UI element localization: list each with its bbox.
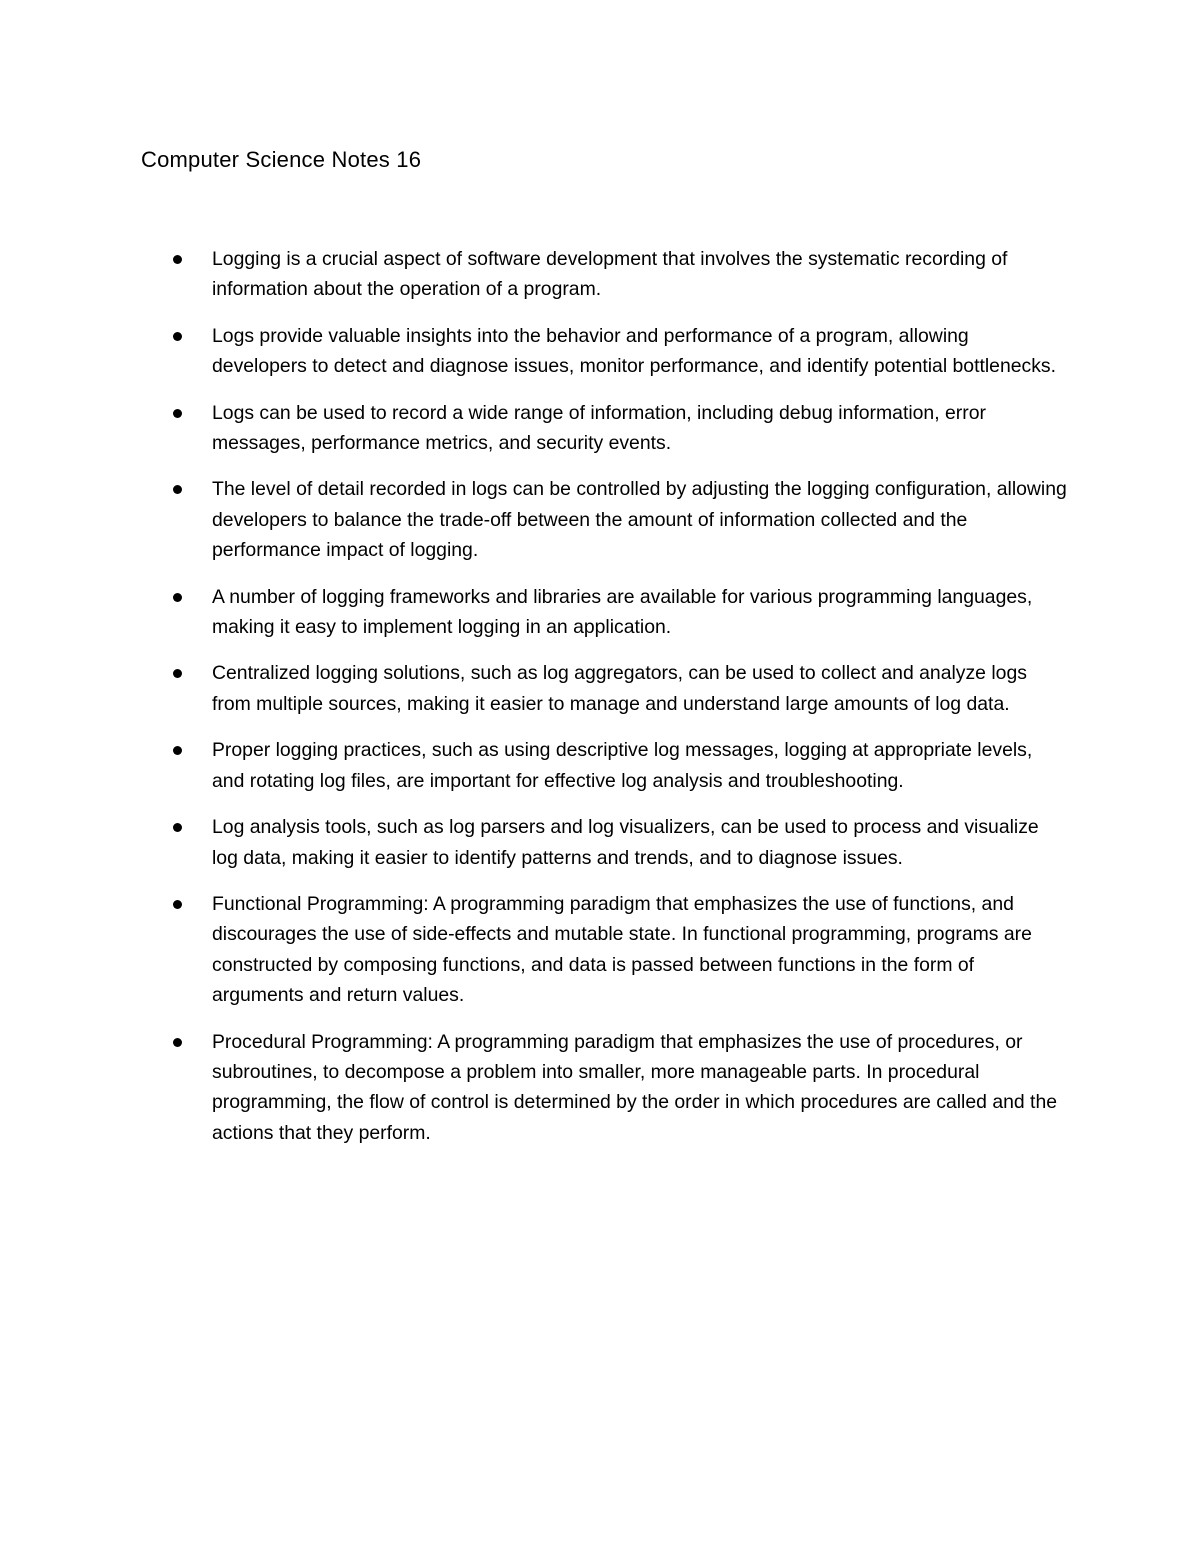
bullet-icon bbox=[173, 255, 182, 264]
note-text: Proper logging practices, such as using descriptive log messages, logging at appropriate levels, and rotating log files, are important for effective log analysis and troubleshooting. bbox=[212, 739, 1033, 792]
note-text: A number of logging frameworks and libraries are available for various programming languages, making it easy to implement logging in an application. bbox=[212, 585, 1033, 639]
bullet-icon bbox=[173, 823, 182, 832]
list-item bbox=[168, 321, 1068, 382]
bullet-icon bbox=[173, 409, 182, 418]
bullet-icon bbox=[173, 900, 182, 909]
list-item bbox=[168, 812, 1068, 873]
note-text: The level of detail recorded in logs can be controlled by adjusting the logging configuration, allowing developers to balance the trade-off between the amount of information collected and the performance impact of logging. bbox=[212, 478, 1067, 562]
bullet-icon bbox=[173, 746, 182, 755]
note-text: Logging is a crucial aspect of software development that involves the systematic recording of information about the operation of a program. bbox=[212, 248, 1008, 301]
page-title: Computer Science Notes 16 bbox=[141, 147, 422, 172]
note-text: Functional Programming: A programming paradigm that emphasizes the use of functions, and discourages the use of side-effects and mutable state. In functional programming, programs are constructed by composing functions, and data is passed between functions in the form of arguments and return values. bbox=[212, 892, 1032, 1007]
list-item bbox=[168, 244, 1068, 305]
list-item bbox=[168, 582, 1068, 643]
note-text: Centralized logging solutions, such as log aggregators, can be used to collect and analyze logs from multiple sources, making it easier to manage and understand large amounts of log data. bbox=[212, 662, 1027, 715]
list-item bbox=[168, 658, 1068, 719]
list-item bbox=[168, 735, 1068, 796]
bullet-icon bbox=[173, 485, 182, 494]
notes-list bbox=[168, 244, 1068, 1164]
bullet-icon bbox=[173, 1038, 182, 1047]
note-text: Log analysis tools, such as log parsers and log visualizers, can be used to process and visualize log data, making it easier to identify patterns and trends, and to diagnose issues. bbox=[212, 816, 1039, 869]
bullet-icon bbox=[173, 669, 182, 678]
bullet-icon bbox=[173, 593, 182, 602]
list-item bbox=[168, 1027, 1068, 1149]
bullet-icon bbox=[173, 332, 182, 341]
list-item bbox=[168, 889, 1068, 1011]
note-text: Logs can be used to record a wide range of information, including debug information, error messages, performance metrics, and security events. bbox=[212, 401, 986, 455]
list-item bbox=[168, 398, 1068, 459]
list-item bbox=[168, 474, 1068, 565]
note-text: Logs provide valuable insights into the behavior and performance of a program, allowing developers to detect and diagnose issues, monitor performance, and identify potential bottlenecks. bbox=[212, 324, 1057, 378]
note-text: Procedural Programming: A programming paradigm that emphasizes the use of procedures, or subroutines, to decompose a problem into smaller, more manageable parts. In procedural programming, the flow of control is determined by the order in which procedures are called and the actions that they perform. bbox=[212, 1030, 1058, 1144]
